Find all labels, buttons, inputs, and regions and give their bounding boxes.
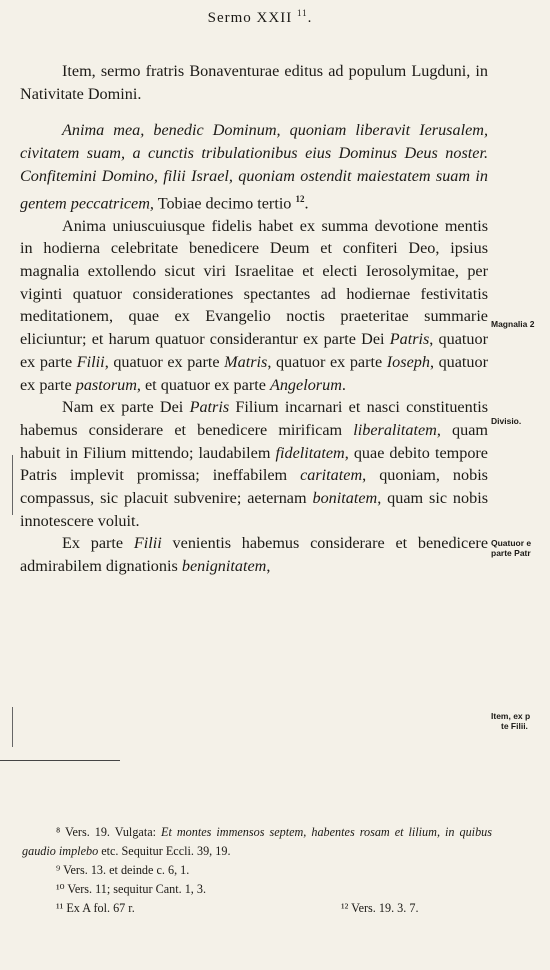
para2-bonitatem: bonitatem (312, 489, 378, 508)
paragraph-1 (20, 215, 488, 397)
margin-note-quatuor-line2: parte Patr (491, 548, 531, 558)
margin-note-magnalia: Magnalia 2 (491, 319, 535, 329)
para1-filii: Filii (76, 352, 105, 371)
running-head-suffix: . (307, 10, 313, 26)
scripture-quote (20, 119, 488, 214)
footnote-8-mark: ⁸ (56, 825, 61, 839)
footnote-8-text-a: Vers. 19. Vulgata: (60, 825, 162, 839)
para3-text-a: Ex parte (62, 534, 134, 553)
para1-text-d: , quatuor ex parte (267, 352, 387, 371)
footnote-8-quote: Et montes immensos septem, habentes rosam et lilium, in quibus gaudio implebo (22, 825, 492, 858)
para2-patris: Patris (189, 398, 230, 417)
margin-note-quatuor-line1: Quatuor e (491, 538, 532, 548)
para1-text-b: , quatuor ex parte (20, 330, 488, 371)
para1-text-e: , quatuor ex parte (20, 352, 489, 394)
footnotes (22, 823, 492, 918)
para1-text-g: . (341, 375, 346, 394)
margin-rule-1 (12, 455, 13, 515)
para2-text-f: , quam sic nobis innotescere voluit. (20, 489, 488, 530)
footnote-12: ¹² Vers. 19. 3. 7. (341, 901, 419, 915)
para1-patris: Patris (389, 330, 430, 349)
para1-ioseph: Ioseph (386, 352, 430, 371)
margin-rule-2 (12, 707, 13, 747)
para1-matris: Matris (224, 352, 268, 371)
para1-text-a: Anima uniuscuiusque fidelis habet ex summa devotione mentis in hodierna celebritate benedicere Deum et confiteri Deo, ipsius magnalia extollendo sicut viri Israelitae et electi Ierosolymitae, per viginti quatuor considerationes spectantes ad hodiernae festivitatis meditationem, quae ex Evangelio noctis praeteritae summarie eliciuntur; et harum quatuor considerantur ex parte Dei (20, 216, 488, 349)
margin-note-item-line2: te Filii. (501, 721, 528, 731)
footnote-10: ¹⁰ Vers. 11; sequitur Cant. 1, 3. (56, 882, 207, 896)
para3-text-b: venientis habemus considerare et benedicere admirabilem dignationis (20, 534, 489, 576)
footnote-8 (22, 823, 492, 861)
para3-benignitatem: benignitatem (181, 557, 267, 576)
para1-text-f: , et quatuor ex parte (136, 375, 270, 394)
para1-text-c: , quatuor ex parte (104, 352, 225, 371)
para1-pastorum: pastorum (75, 375, 137, 394)
running-head (0, 8, 520, 27)
para3-filii: Filii (133, 534, 162, 553)
quote-text: Anima mea, benedic Dominum, quoniam liberavit Ierusalem, civitatem suam, a cunctis tribulationibus eius Dominus Deus noster. Confitemini Domino, filii Israel, quoniam ostendit maiestatem suam in gentem peccatricem, (20, 121, 488, 212)
paragraph-3 (20, 532, 488, 577)
margin-note-item-line1: Item, ex p (491, 711, 531, 721)
paragraph-2 (20, 396, 488, 532)
running-head-note: 11 (296, 8, 308, 18)
body-text (20, 60, 488, 578)
footnote-row (22, 899, 492, 918)
quote-reference: Tobiae decimo tertio (153, 193, 296, 212)
margin-notes (491, 0, 550, 970)
para2-caritatem: caritatem (300, 466, 363, 485)
para2-text-e: , quoniam, nobis compassus, sic placuit subvenire; aeternam (20, 466, 488, 508)
footnote-rule (0, 760, 120, 761)
para2-text-a: Nam ex parte Dei (62, 398, 190, 417)
para2-text-d: , quae debito tempore Patris implevit promissa; ineffabilem (20, 443, 488, 485)
sermon-heading: Item, sermo fratris Bonaventurae editus ad populum Lugduni, in Nativitate Domini. (20, 62, 488, 103)
para2-text-c: , quam habuit in Filium mittendo; laudabilem (20, 420, 488, 462)
footnote-9: ⁹ Vers. 13. et deinde c. 6, 1. (56, 863, 190, 877)
footnote-11: ¹¹ Ex A fol. 67 r. (56, 901, 135, 915)
para2-liberalitatem: liberalitatem (353, 420, 437, 439)
para3-text-c: , (266, 557, 271, 576)
para1-angelorum: Angelorum (269, 375, 342, 394)
margin-note-divisio: Divisio. (491, 416, 522, 426)
para2-text-b: Filium incarnari et nasci constituentis habemus considerare et benedicere mirificam (20, 398, 488, 439)
footnote-8-text-b: etc. Sequitur Eccli. 39, 19. (98, 844, 231, 858)
para2-fidelitatem: fidelitatem (275, 443, 345, 462)
quote-end: . (304, 193, 309, 212)
quote-footnote-mark: 12 (295, 193, 305, 204)
running-head-title: Sermo XXII (207, 10, 293, 26)
